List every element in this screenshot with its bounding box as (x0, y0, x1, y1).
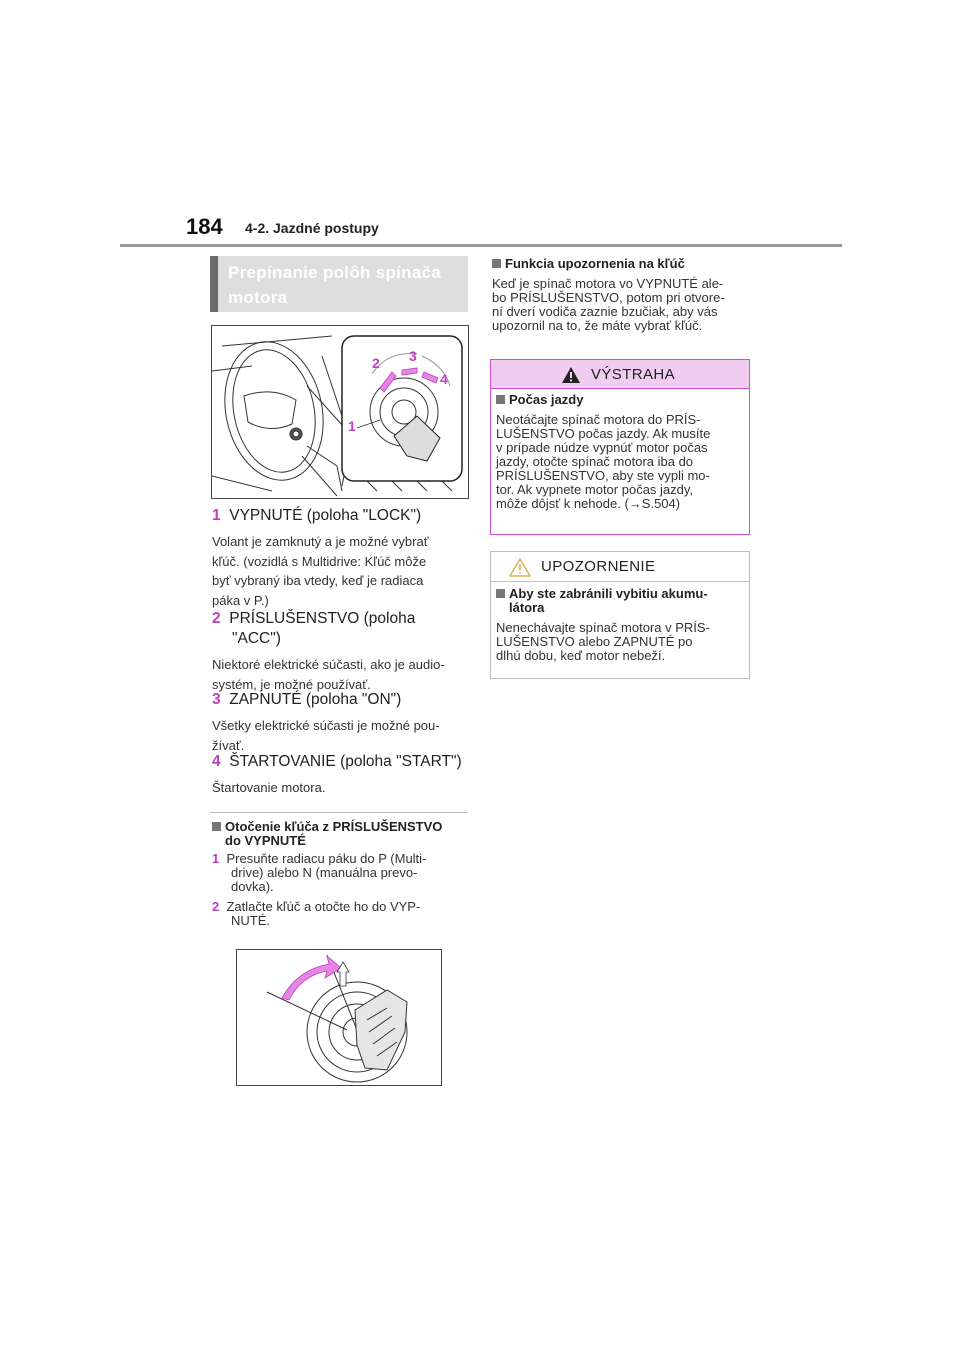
item-number: 3 (212, 691, 221, 708)
key-warning-line: Keď je spínač motora vo VYPNUTÉ ale- (492, 276, 724, 291)
warning-line: môže dôjsť k nehode. (→S.504) (496, 496, 681, 511)
ignition-switch-illustration (212, 326, 468, 498)
fig1-label-3: 3 (409, 348, 417, 364)
item-title-cont: "ACC") (232, 630, 281, 647)
ignition-switch-figure (211, 325, 469, 499)
key-warning-section (492, 257, 754, 333)
warning-subtitle: Počas jazdy (509, 392, 584, 407)
step-number: 1 (212, 851, 220, 866)
warning-header (490, 359, 750, 389)
item-title: ŠTARTOVANIE (poloha "START") (229, 753, 462, 770)
warning-content (496, 393, 746, 511)
step-line: drive) alebo N (manuálna prevo- (231, 865, 418, 880)
key-warning-line: upozornil na to, že máte vybrať kľúč. (492, 318, 703, 333)
key-warning-line: bo PRÍSLUŠENSTVO, potom pri otvore- (492, 290, 725, 305)
square-bullet-icon (496, 395, 505, 404)
section-title: 4-2. Jazdné postupy (245, 220, 379, 236)
section-heading-text: Prepínanie polôh spínača motora (228, 263, 442, 307)
caution-header (490, 551, 750, 582)
fig1-label-1: 1 (348, 418, 356, 434)
caution-line: dlhú dobu, keď motor nebeží. (496, 648, 666, 663)
fig1-label-4: 4 (440, 371, 448, 387)
item-body-line: systém, je možné používať. (212, 676, 371, 692)
item-start (212, 752, 472, 798)
key-warning-title: Funkcia upozornenia na kľúč (505, 256, 685, 271)
item-body-line: Niektoré elektrické súčasti, ako je audio- (212, 657, 445, 672)
warning-line: PRÍSLUŠENSTVO, aby ste vypli mo- (496, 468, 710, 483)
item-title: VYPNUTÉ (poloha "LOCK") (229, 507, 422, 524)
step-line: Zatlačte kľúč a otočte ho do VYP- (226, 899, 421, 914)
item-number: 1 (212, 507, 221, 524)
item-number: 4 (212, 753, 221, 770)
warning-triangle-icon (561, 366, 581, 384)
subsection-rule (210, 812, 468, 813)
step-line: NUTÉ. (231, 913, 270, 928)
caution-triangle-icon (509, 558, 531, 577)
warning-label: VÝSTRAHA (591, 366, 676, 383)
subsection-title: Otočenie kľúča z PRÍSLUŠENSTVO (225, 819, 443, 834)
key-turn-figure (236, 949, 442, 1086)
item-body-line: Všetky elektrické súčasti je možné pou- (212, 718, 440, 733)
caution-subtitle-cont: látora (509, 600, 545, 615)
item-body-line: Volant je zamknutý a je možné vybrať (212, 534, 429, 549)
caution-subtitle: Aby ste zabránili vybitiu akumu- (509, 586, 708, 601)
item-title: PRÍSLUŠENSTVO (poloha (229, 610, 416, 627)
item-acc (212, 609, 472, 694)
item-body-line: byť vybraný iba vtedy, keď je radiaca (212, 573, 424, 588)
square-bullet-icon (496, 589, 505, 598)
key-warning-line: ní dverí vodiča zaznie bzučiak, aby vás (492, 304, 718, 319)
item-body-line: páka v P.) (212, 592, 269, 608)
header-rule (120, 244, 842, 247)
section-heading (210, 256, 468, 312)
key-removal-section (212, 820, 472, 928)
square-bullet-icon (492, 259, 501, 268)
warning-line: LUŠENSTVO počas jazdy. Ak musíte (496, 426, 711, 441)
item-body-line: žívať. (212, 737, 245, 753)
item-lock (212, 506, 472, 610)
warning-line: tor. Ak vypnete motor počas jazdy, (496, 482, 694, 497)
warning-line: jazdy, otočte spínač motora iba do (496, 454, 694, 469)
caution-content (496, 587, 746, 663)
fig1-label-2: 2 (372, 355, 380, 371)
step-number: 2 (212, 899, 220, 914)
caution-line: Nenechávajte spínač motora v PRÍS- (496, 620, 710, 635)
step-line: dovka). (231, 879, 274, 894)
warning-line: v prípade núdze vypnúť motor počas (496, 440, 708, 455)
item-body-line: kľúč. (vozidlá s Multidrive: Kľúč môže (212, 553, 427, 569)
square-bullet-icon (212, 822, 221, 831)
subsection-title-cont: do VYPNUTÉ (225, 833, 306, 848)
item-body-line: Štartovanie motora. (212, 780, 326, 795)
step-2 (212, 900, 472, 928)
item-number: 2 (212, 610, 221, 627)
key-turn-illustration (237, 950, 441, 1085)
step-1 (212, 852, 472, 894)
caution-label: UPOZORNENIE (541, 558, 656, 575)
item-on (212, 690, 472, 755)
page-number: 184 (186, 214, 223, 239)
warning-line: Neotáčajte spínač motora do PRÍS- (496, 412, 701, 427)
item-title: ZAPNUTÉ (poloha "ON") (229, 691, 402, 708)
caution-line: LUŠENSTVO alebo ZAPNUTÉ po (496, 634, 693, 649)
step-line: Presuňte radiacu páku do P (Multi- (226, 851, 427, 866)
